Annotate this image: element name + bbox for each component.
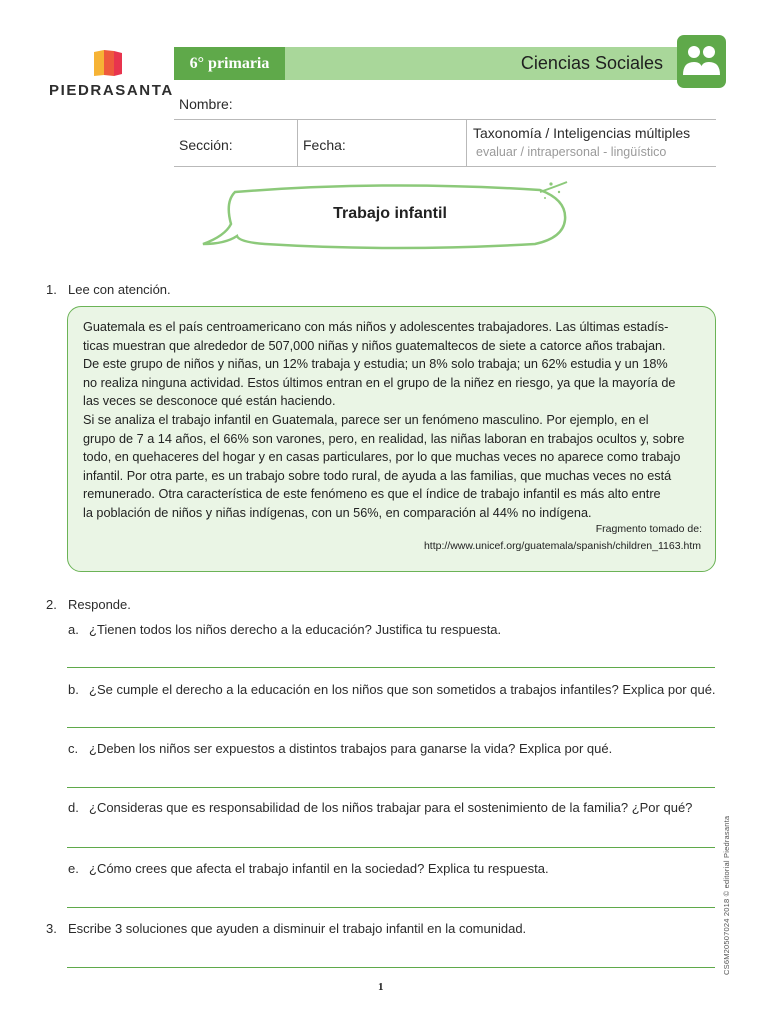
reading-line: la población de niños y niñas indígenas, con un 56%, en comparación al 44% no indígena.	[83, 505, 592, 520]
brand-logo-text: PIEDRASANTA	[49, 82, 174, 99]
taxonomy-subtitle: evaluar / intrapersonal - lingüístico	[476, 145, 667, 159]
answer-line[interactable]	[67, 727, 715, 728]
reading-line: De este grupo de niños y niñas, un 12% trabaja y estudia; un 8% solo trabaja; un 62% estudia y un 18%	[83, 357, 668, 372]
publisher-code: CS6M20507024 2018 © editorial Piedrasanta	[722, 815, 731, 975]
name-label: Nombre:	[179, 96, 233, 112]
answer-line[interactable]	[67, 847, 715, 848]
source-label: Fragmento tomado de:	[595, 523, 702, 535]
people-group-icon	[677, 35, 726, 88]
answer-line[interactable]	[67, 967, 715, 968]
item-text: ¿Tienen todos los niños derecho a la educación? Justifica tu respuesta.	[89, 622, 502, 637]
question-number: 1.	[46, 282, 57, 297]
reading-line: no realiza ninguna actividad. Estos últimos entran en el grupo de la niñez en riesgo, ya que la mayoría de	[83, 375, 676, 390]
answer-line[interactable]	[67, 667, 715, 668]
question-text: Responde.	[68, 597, 131, 612]
item-letter: e.	[68, 861, 79, 876]
question-number: 2.	[46, 597, 57, 612]
question-text: Escribe 3 soluciones que ayuden a disminuir el trabajo infantil en la comunidad.	[68, 921, 527, 936]
page-number: 1	[378, 981, 384, 993]
taxonomy-title: Taxonomía / Inteligencias múltiples	[473, 125, 691, 141]
worksheet-title: Trabajo infantil	[333, 205, 447, 222]
answer-line[interactable]	[67, 787, 715, 788]
reading-line: grupo de 7 a 14 años, el 66% son varones, pero, en realidad, las niñas laboran en trabajos ocultos y, sobre	[83, 431, 685, 446]
subject-icon-badge	[677, 35, 726, 88]
date-label: Fecha:	[303, 137, 346, 153]
reading-line: remunerado. Otra característica de este fenómeno es que el índice de trabajo infantil es más alto entre	[83, 487, 661, 502]
divider	[174, 166, 716, 167]
source-url: http://www.unicef.org/guatemala/spanish/children_1163.htm	[423, 540, 701, 552]
reading-line: las veces se desconoce qué están haciendo.	[83, 394, 336, 409]
subject-title: Ciencias Sociales	[520, 53, 663, 73]
reading-line: ticas muestran que alrededor de 507,000 niñas y niños guatemaltecos de siete a catorce años trabajan.	[83, 338, 666, 353]
item-text: ¿Se cumple el derecho a la educación en los niños que son sometidos a trabajos infantiles? Explica por qué.	[89, 682, 716, 697]
reading-line: Guatemala es el país centroamericano con más niños y adolescentes trabajadores. Las últimas estadís-	[83, 320, 669, 334]
section-label: Sección:	[179, 137, 233, 153]
reading-text	[83, 318, 709, 523]
item-letter: c.	[68, 741, 79, 756]
reading-line: infantil. Por otra parte, es un trabajo sobre todo rural, de ayuda a las familias, que muchas veces no está	[83, 468, 672, 483]
item-letter: b.	[68, 682, 79, 697]
item-text: ¿Cómo crees que afecta el trabajo infantil en la sociedad? Explica tu respuesta.	[89, 861, 549, 876]
reading-line: todo, en quehaceres del hogar y en casas particulares, por lo que muchas veces no aparece como trabajo	[83, 450, 681, 465]
item-text: ¿Consideras que es responsabilidad de los niños trabajar para el sostenimiento de la familia? ¿Por qué?	[89, 800, 693, 815]
item-letter: d.	[68, 800, 79, 815]
grade-label: 6° primaria	[174, 47, 285, 80]
reading-line: Si se analiza el trabajo infantil en Guatemala, parece ser un fenómeno masculino. Por ejemplo, en el	[83, 412, 649, 427]
answer-line[interactable]	[67, 907, 715, 908]
item-text: ¿Deben los niños ser expuestos a distintos trabajos para ganarse la vida? Explica por qué.	[89, 741, 613, 756]
divider	[174, 119, 716, 120]
book-logo-icon	[92, 48, 124, 78]
divider	[297, 120, 298, 166]
item-letter: a.	[68, 622, 79, 637]
question-number: 3.	[46, 921, 57, 936]
question-text: Lee con atención.	[68, 282, 171, 297]
divider	[466, 120, 467, 166]
